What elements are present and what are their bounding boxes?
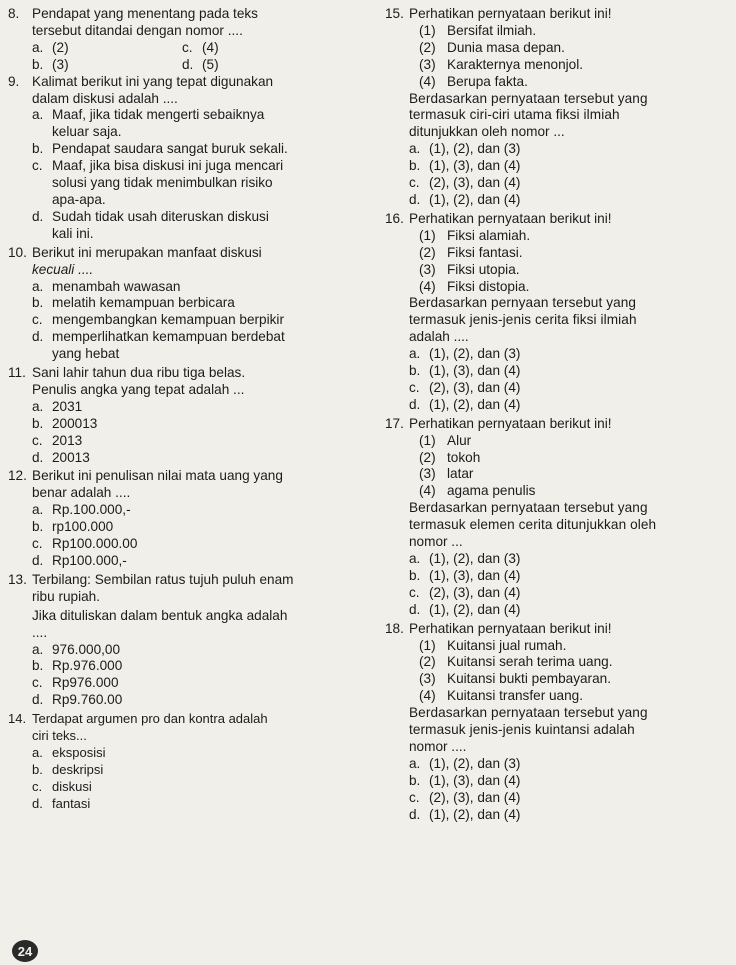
- question-stem: Perhatikan pernyataan berikut ini!: [409, 415, 612, 431]
- option-c[interactable]: c. Rp976.000: [32, 675, 119, 691]
- option-c[interactable]: c. diskusi: [32, 778, 92, 794]
- question-number: 18.: [385, 620, 404, 636]
- question-stem: dalam diskusi adalah ....: [32, 90, 178, 106]
- option-b[interactable]: b. 200013: [32, 415, 98, 431]
- option-a[interactable]: a. (2): [32, 39, 69, 55]
- right-column: [385, 6, 730, 824]
- question-stem: Berikut ini merupakan manfaat diskusi: [32, 244, 262, 260]
- question-prompt: nomor ....: [409, 738, 467, 754]
- option-a[interactable]: a. Rp.100.000,-: [32, 502, 131, 518]
- statement-item: (4) agama penulis: [419, 483, 536, 499]
- question-stem: Perhatikan pernyataan berikut ini!: [409, 210, 612, 226]
- statement-item: (1) Kuitansi jual rumah.: [419, 637, 567, 653]
- question-stem: Pendapat yang menentang pada teks: [32, 6, 258, 21]
- statement-item: (2) tokoh: [419, 449, 481, 465]
- question-prompt: ....: [32, 624, 48, 640]
- option-b[interactable]: b. Rp.976.000: [32, 658, 123, 674]
- question-stem: Perhatikan pernyataan berikut ini!: [409, 620, 612, 636]
- question-stem: Terdapat argumen pro dan kontra adalah: [32, 711, 268, 727]
- question-prompt: Jika dituliskan dalam bentuk angka adalah: [32, 607, 288, 623]
- question-number: 9.: [8, 73, 20, 89]
- statement-item: (3) Karakternya menonjol.: [419, 56, 584, 72]
- option-a[interactable]: a. (1), (2), dan (3): [409, 346, 521, 362]
- option-b[interactable]: b. (1), (3), dan (4): [409, 158, 521, 174]
- statement-item: (2) Kuitansi serah terima uang.: [419, 654, 613, 670]
- question-16: [385, 211, 730, 414]
- question-prompt: ditunjukkan oleh nomor ...: [409, 124, 565, 140]
- question-stem: ciri teks...: [32, 728, 87, 744]
- statement-item: (1) Bersifat ilmiah.: [419, 22, 537, 38]
- option-d[interactable]: d. (1), (2), dan (4): [409, 601, 521, 617]
- option-d[interactable]: d. 20013: [32, 449, 90, 465]
- option-a[interactable]: a. 976.000,00: [32, 641, 121, 657]
- question-number: 17.: [385, 415, 404, 431]
- statement-item: (1) Alur: [419, 432, 472, 448]
- question-12: [8, 468, 388, 569]
- statement-item: (2) Fiksi fantasi.: [419, 244, 523, 260]
- option-c[interactable]: c. Rp100.000.00: [32, 536, 138, 552]
- option-c[interactable]: c. (4): [182, 39, 219, 55]
- question-prompt: termasuk jenis-jenis cerita fiksi ilmiah: [409, 312, 637, 328]
- question-10: [8, 245, 388, 363]
- option-a[interactable]: a. 2031: [32, 398, 83, 414]
- option-c[interactable]: c. mengembangkan kemampuan berpikir: [32, 312, 284, 328]
- option-b[interactable]: b. rp100.000: [32, 519, 114, 535]
- question-14: [8, 711, 388, 812]
- option-c[interactable]: c. 2013: [32, 432, 83, 448]
- question-prompt: termasuk ciri-ciri utama fiksi ilmiah: [409, 107, 620, 123]
- option-d[interactable]: d. memperlihatkan kemampuan berdebat yang hebat: [32, 329, 285, 362]
- option-d[interactable]: d. Rp9.760.00: [32, 692, 123, 708]
- question-18: [385, 621, 730, 824]
- left-column: [8, 6, 388, 813]
- option-b[interactable]: b. (1), (3), dan (4): [409, 772, 521, 788]
- option-b[interactable]: b. deskripsi: [32, 761, 104, 777]
- question-stem: Terbilang: Sembilan ratus tujuh puluh enam: [32, 571, 294, 587]
- option-d[interactable]: d. (1), (2), dan (4): [409, 806, 521, 822]
- option-d[interactable]: d. (1), (2), dan (4): [409, 191, 521, 207]
- option-b[interactable]: b. (3): [32, 56, 69, 72]
- question-number: 14.: [8, 711, 27, 727]
- question-stem: tersebut ditandai dengan nomor ....: [32, 22, 243, 38]
- question-13: [8, 572, 388, 709]
- question-9: [8, 74, 388, 243]
- option-b[interactable]: b. (1), (3), dan (4): [409, 363, 521, 379]
- question-number: 10.: [8, 244, 27, 260]
- question-stem: benar adalah ....: [32, 485, 131, 501]
- question-11: [8, 365, 388, 466]
- question-number: 13.: [8, 571, 27, 587]
- statement-item: (2) Dunia masa depan.: [419, 39, 565, 55]
- question-prompt: termasuk elemen cerita ditunjukkan oleh: [409, 517, 657, 533]
- question-number: 8.: [8, 6, 20, 21]
- question-15: [385, 6, 730, 209]
- question-stem: Penulis angka yang tepat adalah ...: [32, 381, 245, 397]
- question-number: 15.: [385, 6, 404, 21]
- statement-item: (3) Fiksi utopia.: [419, 261, 520, 277]
- question-number: 12.: [8, 468, 27, 484]
- option-c[interactable]: c. Maaf, jika bisa diskusi ini juga mencari solusi yang tidak menimbulkan risiko apa-apa.: [32, 158, 284, 207]
- question-stem: kecuali ....: [32, 261, 94, 277]
- statement-item: (4) Fiksi distopia.: [419, 278, 530, 294]
- question-prompt: Berdasarkan pernyataan tersebut yang: [409, 500, 648, 516]
- option-d[interactable]: d. (5): [182, 56, 219, 72]
- statement-item: (4) Kuitansi transfer uang.: [419, 688, 584, 704]
- question-number: 11.: [8, 365, 26, 381]
- option-c[interactable]: c. (2), (3), dan (4): [409, 789, 521, 805]
- option-a[interactable]: a. menambah wawasan: [32, 278, 181, 294]
- question-stem: Berikut ini penulisan nilai mata uang yang: [32, 468, 283, 484]
- option-d[interactable]: d. Rp100.000,-: [32, 553, 127, 568]
- option-d[interactable]: d. fantasi: [32, 795, 91, 811]
- statement-item: (3) Kuitansi bukti pembayaran.: [419, 671, 611, 687]
- question-17: [385, 416, 730, 619]
- question-number: 16.: [385, 210, 404, 226]
- question-stem: ribu rupiah.: [32, 588, 101, 604]
- statement-item: (3) latar: [419, 466, 474, 482]
- question-stem: Sani lahir tahun dua ribu tiga belas.: [32, 365, 246, 381]
- question-stem: Perhatikan pernyataan berikut ini!: [409, 6, 612, 21]
- statement-item: (1) Fiksi alamiah.: [419, 227, 531, 243]
- option-a[interactable]: a. (1), (2), dan (3): [409, 141, 521, 157]
- option-c[interactable]: c. (2), (3), dan (4): [409, 175, 521, 191]
- option-d[interactable]: d. Sudah tidak usah diteruskan diskusi kali ini.: [32, 208, 269, 241]
- option-d[interactable]: d. (1), (2), dan (4): [409, 396, 521, 412]
- option-c[interactable]: c. (2), (3), dan (4): [409, 584, 521, 600]
- question-prompt: nomor ...: [409, 534, 463, 550]
- option-b[interactable]: b. Pendapat saudara sangat buruk sekali.: [32, 141, 288, 157]
- question-prompt: Berdasarkan pernyataan tersebut yang: [409, 705, 648, 721]
- option-b[interactable]: b. melatih kemampuan berbicara: [32, 295, 235, 311]
- option-b[interactable]: b. (1), (3), dan (4): [409, 567, 521, 583]
- question-prompt: Berdasarkan pernyataan tersebut yang: [409, 90, 648, 106]
- question-prompt: adalah ....: [409, 329, 469, 345]
- option-a[interactable]: a. (1), (2), dan (3): [409, 755, 521, 771]
- option-a[interactable]: a. (1), (2), dan (3): [409, 551, 521, 566]
- statement-item: (4) Berupa fakta.: [419, 73, 528, 89]
- option-a[interactable]: a. Maaf, jika tidak mengerti sebaiknya keluar saja.: [32, 107, 265, 140]
- option-c[interactable]: c. (2), (3), dan (4): [409, 379, 521, 395]
- page-number-badge: 24: [12, 940, 38, 962]
- question-stem: Kalimat berikut ini yang tepat digunakan: [32, 73, 274, 89]
- question-prompt: Berdasarkan pernyaan tersebut yang: [409, 295, 637, 311]
- option-a[interactable]: a. eksposisi: [32, 744, 106, 760]
- question-prompt: termasuk jenis-jenis kuintansi adalah: [409, 722, 635, 738]
- question-8: [8, 6, 388, 74]
